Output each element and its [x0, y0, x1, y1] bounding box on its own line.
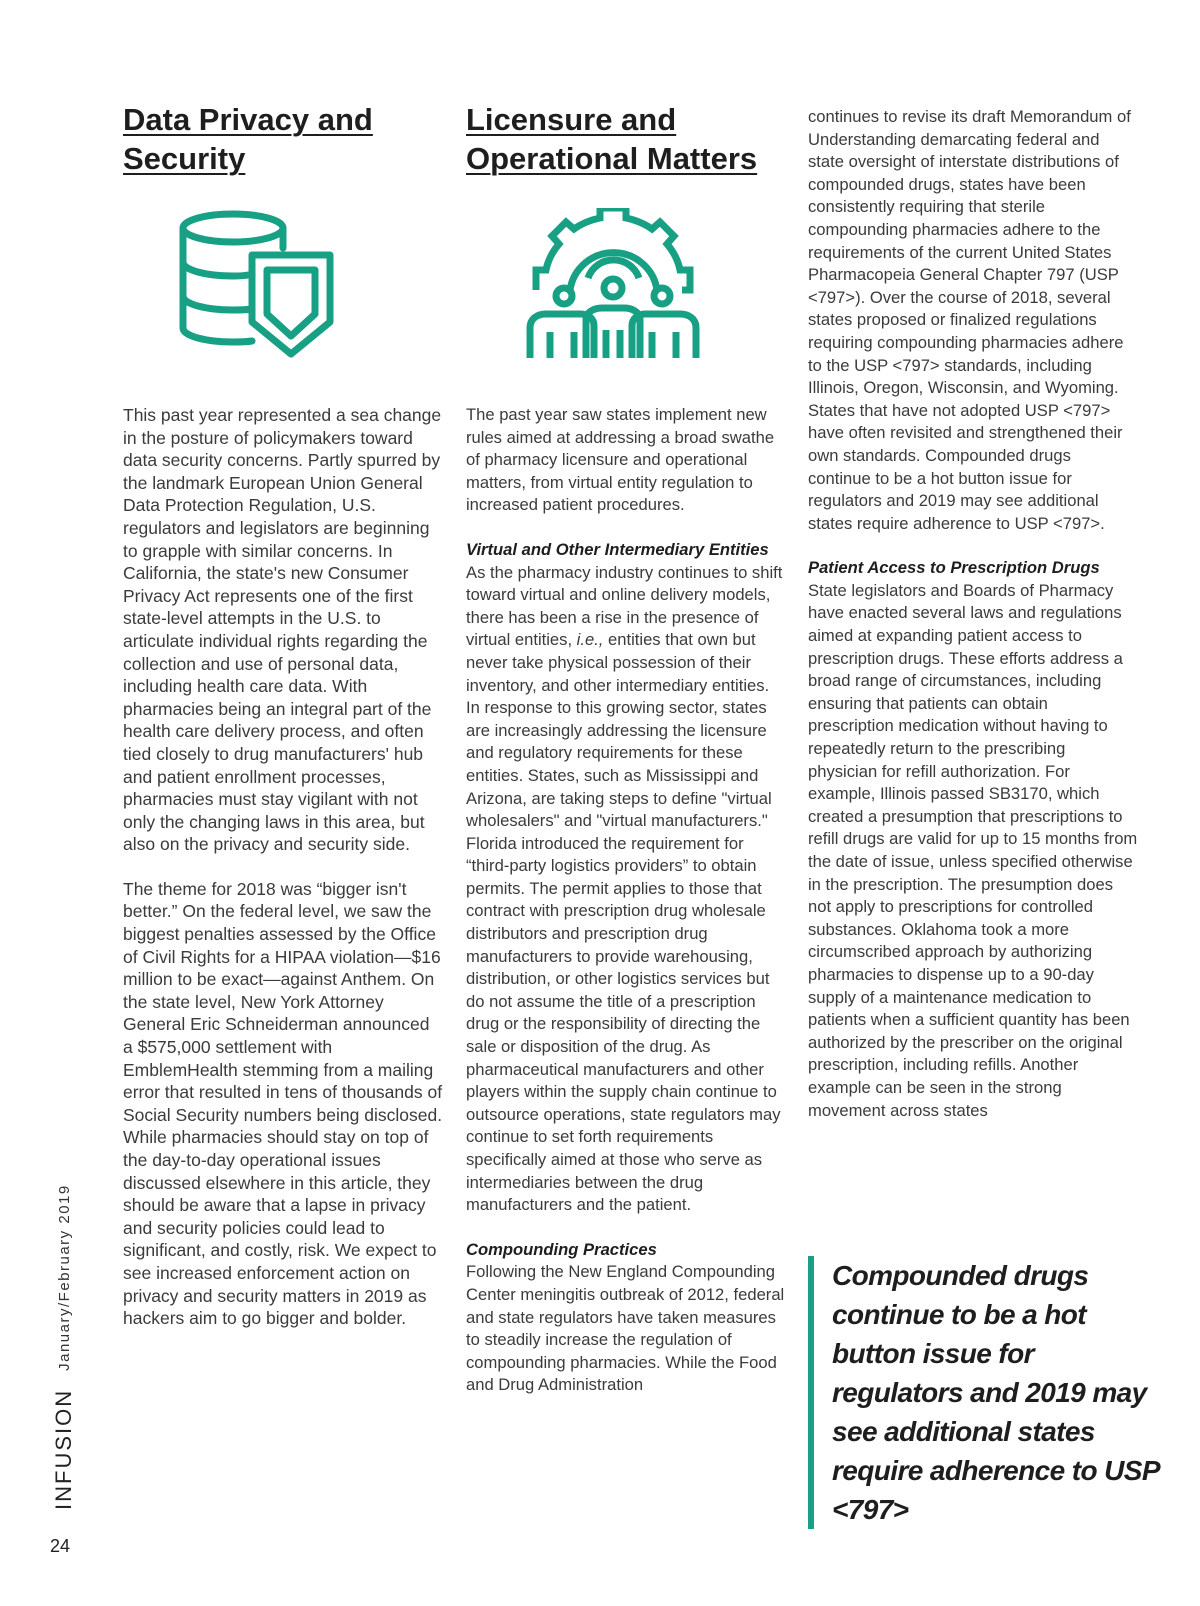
page-number: 24	[50, 1536, 71, 1556]
patient-access-heading: Patient Access to Prescription Drugs	[808, 558, 1100, 578]
column-privacy	[123, 100, 443, 1330]
virtual-entities-text-a: As the pharmacy industry continues to shift toward virtual and online delivery models, there has been a rise in the presence of virtual entities,	[466, 562, 783, 650]
column-continued	[808, 106, 1138, 1122]
database-shield-icon	[178, 208, 443, 368]
virtual-entities-ie: i.e.,	[576, 630, 604, 650]
virtual-entities-text-b: entities that own but never take physical possession of their inventory, and other intermediary entities. In response to this growing sector, states are increasingly addressing the licensure and regulatory requirements for these entities. States, such as Mississippi and Arizona, are taking steps to define "virtual wholesalers" and "virtual manufacturers." Florida introduced the requirement for “third-party logistics providers” to obtain permits. The permit applies to those that contract with prescription drug wholesale distributors and prescription drug manufacturers to provide warehousing, distribution, or other logistics services but do not assume the title of a prescription drug or the responsibility of directing the sale or disposition of the drug. As pharmaceutical manufacturers and other players within the supply chain continue to outsource operations, state regulators may continue to set forth requirements specifically aimed at those who serve as intermediaries between the drug manufacturers and the patient.	[466, 630, 781, 1215]
privacy-heading	[123, 100, 443, 178]
pull-quote-text: Compounded drugs continue to be a hot button issue for regulators and 2019 may see additional states require adherence to USP <797>	[832, 1260, 1159, 1525]
compounding-section	[466, 1239, 786, 1397]
licensure-intro: The past year saw states implement new rules aimed at addressing a broad swathe of pharmacy licensure and operational matters, from virtual entity regulation to increased patient procedures.	[466, 405, 775, 515]
privacy-paragraph-2: The theme for 2018 was “bigger isn't better.” On the federal level, we saw the biggest penalties assessed by the Office of Civil Rights for a HIPAA violation—$16 million to be exact—against Anthem. On the state level, New York Attorney General Eric Schneiderman announced a $575,000 settlement with EmblemHealth stemming from a mailing error that resulted in tens of thousands of Social Security numbers being disclosed. While pharmacies should stay on top of the day-to-day operational issues discussed elsewhere in this article, they should be aware that a lapse in privacy and security policies could lead to significant, and costly, risk. We expect to see increased enforcement action on privacy and security matters in 2019 as hackers aim to go bigger and bolder.	[123, 878, 443, 1329]
column-licensure	[466, 100, 786, 1397]
patient-access-section	[808, 557, 1138, 1122]
licensure-heading	[466, 100, 786, 178]
virtual-entities-heading: Virtual and Other Intermediary Entities	[466, 539, 769, 559]
sidebar-text	[48, 1180, 80, 1510]
patient-access-text: State legislators and Boards of Pharmacy have enacted several laws and regulations aimed at expanding patient access to prescription drugs. These efforts address a broad range of circumstances, including ensuring that patients can obtain prescription medication without having to repeatedly return to the prescribing physician for refill authorization. For example, Illinois passed SB3170, which created a presumption that prescriptions to refill drugs are valid for up to 15 months from the date of issue, unless specified otherwise in the prescription. The presumption does not apply to prescriptions for controlled substances. Oklahoma took a more circumscribed approach by authorizing pharmacies to dispense up to a 90-day supply of a maintenance medication to patients when a sufficient quantity has been authorized by the prescriber on the original prescription, including refills. Another example can be seen in the strong movement across states	[808, 580, 1138, 1120]
compounding-text: Following the New England Compounding Center meningitis outbreak of 2012, federal and state regulators have taken measures to steadily increase the regulation of compounding pharmacies. While the Food and Drug Administration	[466, 1262, 785, 1395]
licensure-heading-line1: Licensure and	[466, 102, 677, 137]
gear-people-icon	[526, 208, 786, 368]
privacy-heading-line2: Security	[123, 141, 246, 176]
pull-quote	[808, 1256, 1162, 1529]
magazine-sidebar	[48, 1180, 80, 1510]
privacy-heading-line1: Data Privacy and	[123, 102, 373, 137]
privacy-paragraph-1: This past year represented a sea change in the posture of policymakers toward data security concerns. Partly spurred by the landmark European Union General Data Protection Regulation, U.S. regulators and legislators are beginning to grapple with similar concerns. In California, the state's new Consumer Privacy Act represents one of the first state-level attempts in the U.S. to articulate individual rights regarding the collection and use of personal data, including health care data. With pharmacies being an integral part of the health care delivery process, and often tied closely to drug manufacturers' hub and patient enrollment processes, pharmacies must stay vigilant with not only the changing laws in this area, but also on the privacy and security side.	[123, 405, 442, 855]
compounding-continued: continues to revise its draft Memorandum of Understanding demarcating federal and state oversight of interstate distributions of compounded drugs, states have been consistently requiring that sterile compounding pharmacies adhere to the requirements of the current United States Pharmacopeia General Chapter 797 (USP <797>). Over the course of 2018, several states proposed or finalized regulations requiring compounding pharmacies adhere to the USP <797> standards, including Illinois, Oregon, Wisconsin, and Wyoming. States that have not adopted USP <797> have often revisited and strengthened their own standards. Compounded drugs continue to be a hot button issue for regulators and 2019 may see additional states require adherence to USP <797>.	[808, 107, 1131, 533]
licensure-heading-line2: Operational Matters	[466, 141, 758, 176]
magazine-name: INFUSION	[51, 1388, 76, 1510]
virtual-entities-section	[466, 539, 786, 1217]
compounding-heading: Compounding Practices	[466, 1239, 657, 1259]
issue-date: January/February 2019	[55, 1184, 73, 1371]
